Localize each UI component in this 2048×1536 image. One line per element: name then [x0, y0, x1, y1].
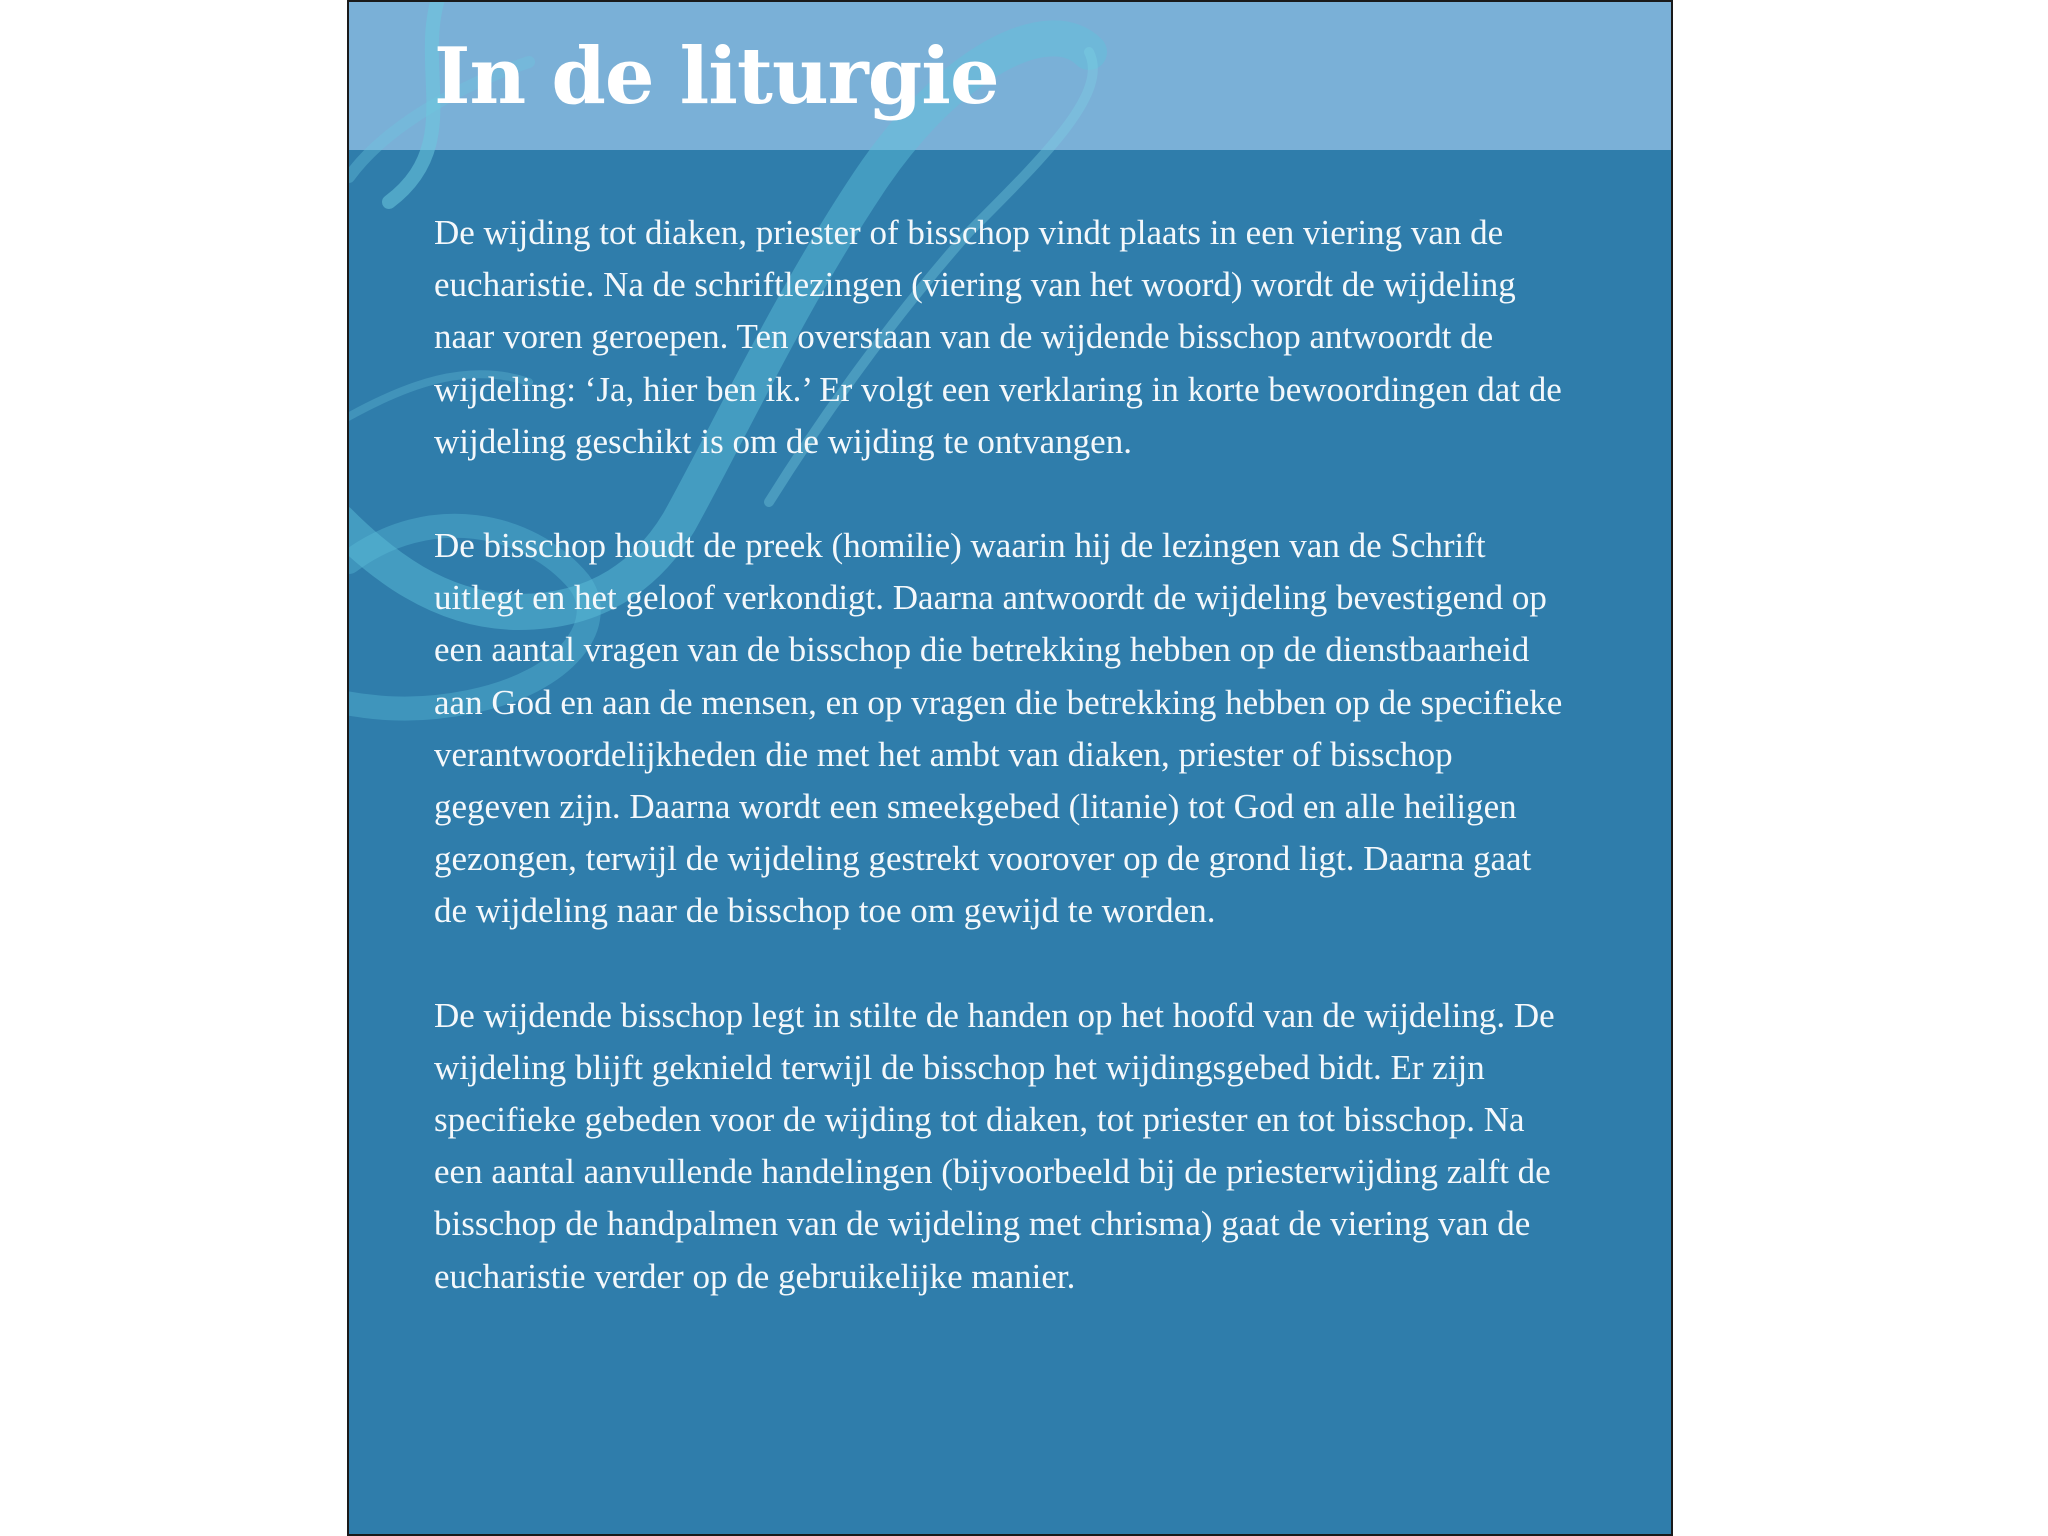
- paragraph-2: De bisschop houdt de preek (homilie) waarin hij de lezingen van de Schrift uitlegt en het geloof verkondigt. Daarna antwoordt de wijdeling bevestigend op een aantal vragen van de bisschop die betrekking hebben op de dienstbaarheid aan God en aan de mensen, en op vragen die betrekking hebben op de specifieke verantwoordelijkheden die met het ambt van diaken, priester of bisschop gegeven zijn. Daarna wordt een smeekgebed (litanie) tot God en alle heiligen gezongen, terwijl de wijdeling gestrekt voorover op de grond ligt. Daarna gaat de wijdeling naar de bisschop toe om gewijd te worden.: [434, 526, 1563, 931]
- paragraph-3: De wijdende bisschop legt in stilte de handen op het hoofd van de wijdeling. De wijdeling blijft geknield terwijl de bisschop het wijdingsgebed bidt. Er zijn specifieke gebeden voor de wijding tot diaken, tot priester en tot bisschop. Na een aantal aanvullende handelingen (bijvoorbeeld bij de priesterwijding zalft de bisschop de handpalmen van de wijdeling met chrisma) gaat de viering van de eucharistie verder op de gebruikelijke manier.: [434, 995, 1555, 1296]
- body-text: [434, 207, 1564, 1355]
- page-title: In de liturgie: [434, 31, 999, 122]
- document-page: [347, 0, 1673, 1536]
- paragraph-1: De wijding tot diaken, priester of bisschop vindt plaats in een viering van de eucharistie. Na de schriftlezingen (viering van het woord) wordt de wijdeling naar voren geroepen. Ten overstaan van de wijdende bisschop antwoordt de wijdeling: ‘Ja, hier ben ik.’ Er volgt een verklaring in korte bewoordingen dat de wijdeling geschikt is om de wijding te ontvangen.: [434, 213, 1562, 461]
